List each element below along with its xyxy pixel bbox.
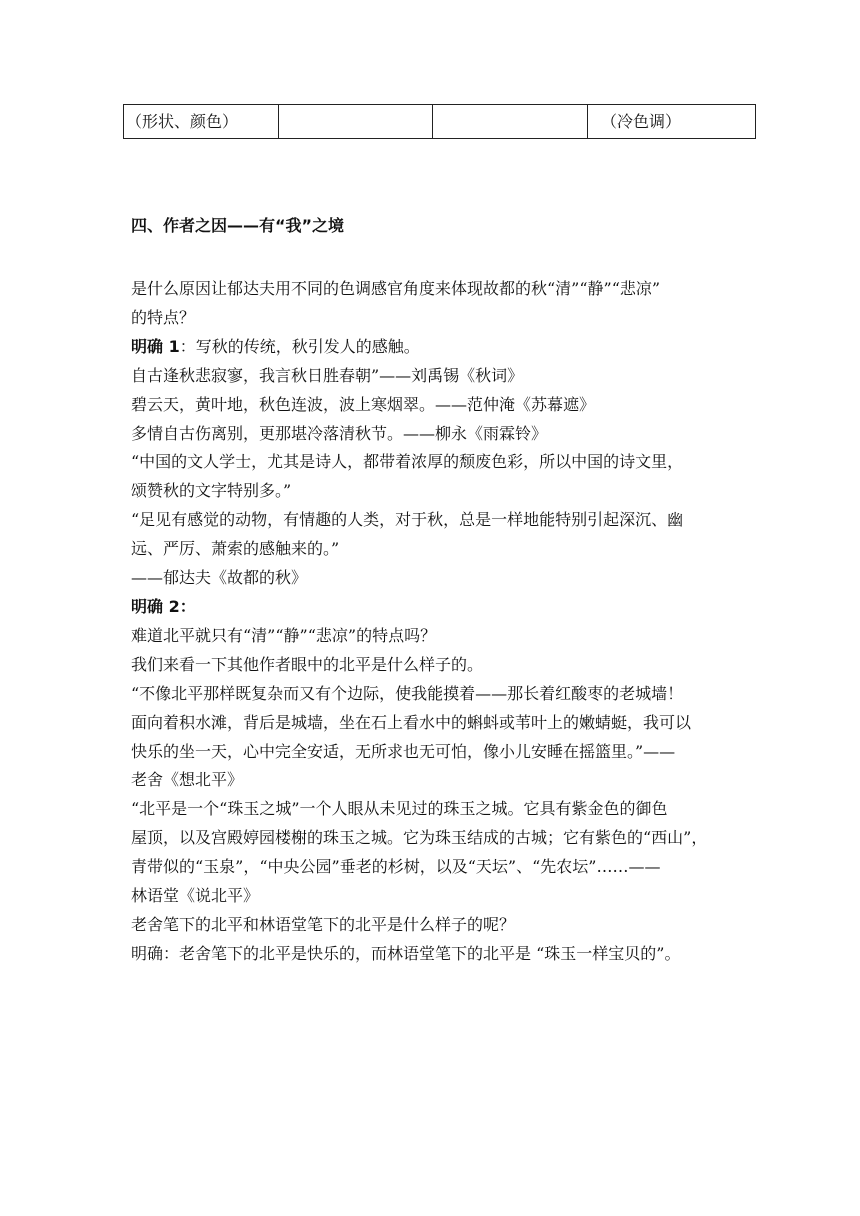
answer-1-line	[131, 333, 741, 362]
table-row	[124, 105, 756, 139]
intro-other-authors: 我们来看一下其他作者眼中的北平是什么样子的。	[131, 654, 484, 674]
quote-yu-dafu-source: ——郁达夫《故都的秋》	[131, 568, 308, 588]
quote-liu-yong: 多情自古伤离别，更那堪冷落清秋节。——柳永《雨霖铃》	[131, 423, 548, 443]
quote-lin-yutang-c: 青带似的“玉泉”，“中央公园”垂老的杉树，以及“天坛”、“先农坛”……——	[131, 857, 661, 877]
quote-lao-she-source: 老舍《想北平》	[131, 770, 244, 790]
quote-fan-zhongyan: 碧云天，黄叶地，秋色连波，波上寒烟翠。——范仲淹《苏幕遮》	[131, 394, 596, 414]
quote-lin-yutang-source: 林语堂《说北平》	[131, 886, 260, 906]
comparison-table-row	[123, 104, 756, 139]
quote-yu-dafu-2a: “足见有感觉的动物，有情趣的人类，对于秋，总是一样地能特别引起深沉、幽	[131, 510, 684, 530]
table-cell-empty-2	[433, 105, 588, 139]
answer-2-label: 明确 2：	[131, 596, 196, 616]
quote-liu-yuxi: 自古逢秋悲寂寥，我言秋日胜春朝”——刘禹锡《秋词》	[131, 365, 524, 385]
question-line-2: 的特点？	[131, 307, 196, 327]
quote-lao-she-b: 面向着积水滩，背后是城墙，坐在石上看水中的蝌蚪或苇叶上的嫩蜻蜓，我可以	[131, 712, 692, 732]
quote-lao-she-c: 快乐的坐一天，心中完全安适，无所求也无可怕，像小儿安睡在摇篮里。”——	[131, 741, 676, 761]
quote-yu-dafu-1a: “中国的文人学士，尤其是诗人，都带着浓厚的颓废色彩，所以中国的诗文里，	[131, 452, 684, 472]
quote-lin-yutang-a: “北平是一个“珠玉之城”一个人眼从未见过的珠玉之城。它具有紫金色的御色	[131, 799, 668, 819]
answer-1-label: 明确 1	[131, 336, 180, 356]
question-beiping: 难道北平就只有“清”“静”“悲凉”的特点吗？	[131, 625, 437, 645]
table-cell-cool-tone: （冷色调）	[588, 105, 756, 139]
section-heading: 四、作者之因——有“我”之境	[131, 216, 345, 235]
quote-lin-yutang-b: 屋顶，以及宫殿婷园楼榭的珠玉之城。它为珠玉结成的古城；它有紫色的“西山”，	[131, 828, 708, 848]
quote-yu-dafu-1b: 颂赞秋的文字特别多。”	[131, 481, 292, 501]
final-answer: 明确：老舍笔下的北平是快乐的，而林语堂笔下的北平是 “珠玉一样宝贝的”。	[131, 943, 681, 963]
table-cell-empty-1	[279, 105, 433, 139]
quote-lao-she-a: “不像北平那样既复杂而又有个边际，使我能摸着——那长着红酸枣的老城墙！	[131, 683, 684, 703]
comparison-question: 老舍笔下的北平和林语堂笔下的北平是什么样子的呢？	[131, 914, 516, 934]
table-cell-shape-color: （形状、颜色）	[124, 105, 279, 139]
answer-1-text: ：写秋的传统，秋引发人的感触。	[179, 336, 420, 356]
question-line-1: 是什么原因让郁达夫用不同的色调感官角度来体现故都的秋“清”“静”“悲凉”	[131, 279, 661, 298]
quote-yu-dafu-2b: 远、严厉、萧索的感触来的。”	[131, 539, 340, 559]
body-text	[131, 275, 741, 969]
